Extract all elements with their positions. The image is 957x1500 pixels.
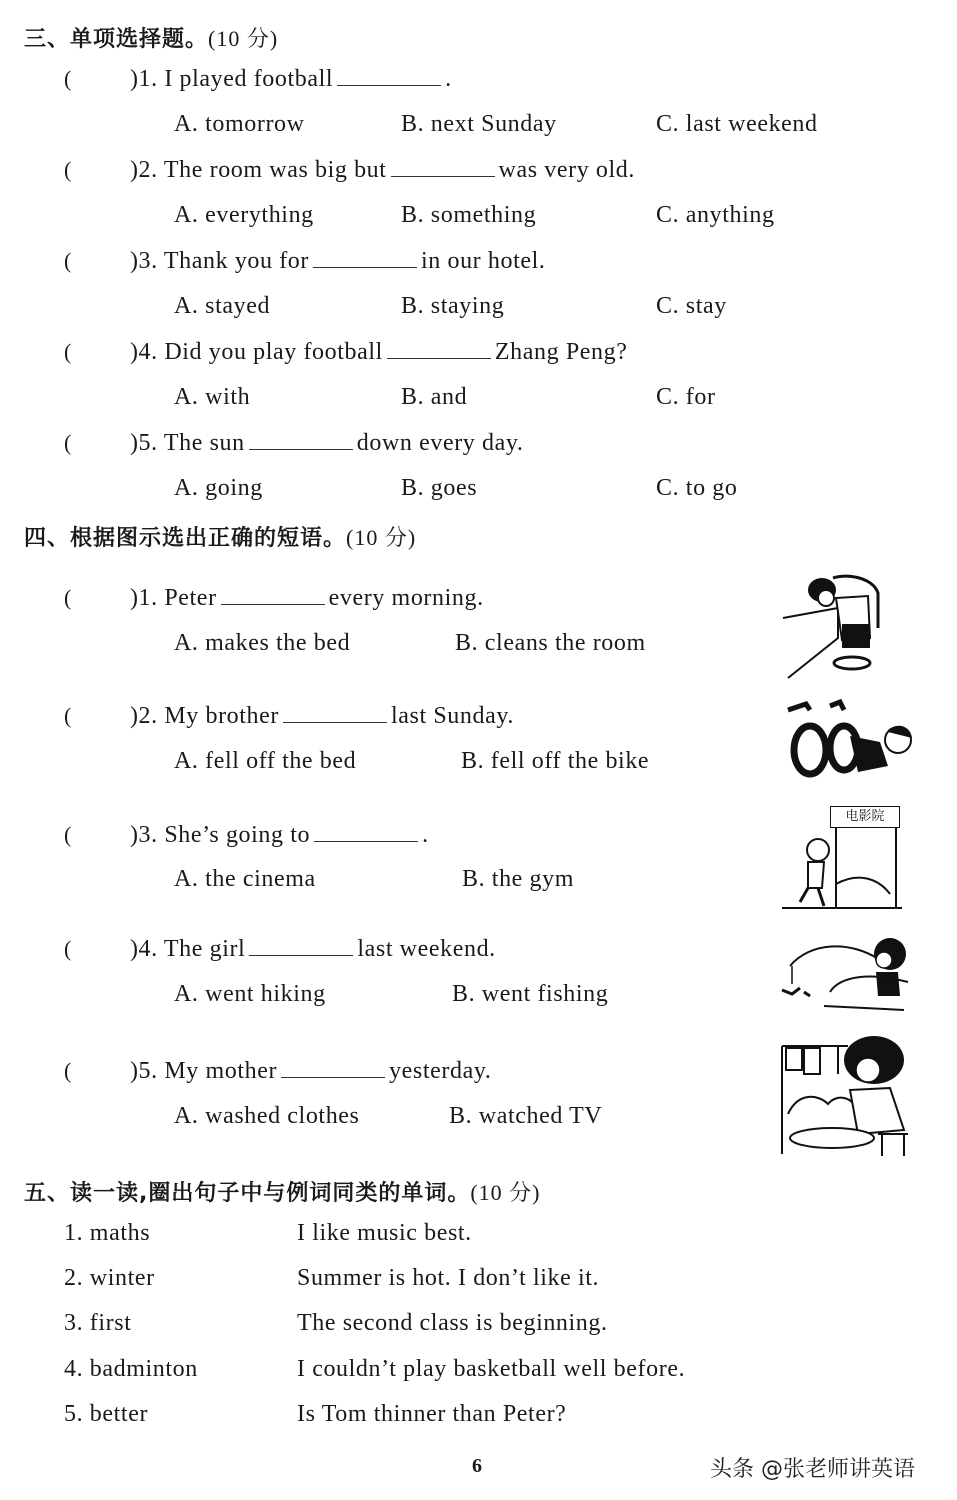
answer-paren-open: (	[64, 339, 72, 364]
s4-q1-option-b: B. cleans the room	[455, 630, 646, 656]
answer-paren-open: (	[64, 1058, 72, 1083]
s5-item-5-sentence[interactable]: Is Tom thinner than Peter?	[297, 1401, 567, 1427]
s3-q5-option-c: C. to go	[656, 475, 738, 501]
s3-q2-option-b: B. something	[401, 202, 537, 228]
answer-paren-open: (	[64, 430, 72, 455]
s4-question-2	[64, 703, 514, 730]
question-number: )4.	[129, 339, 158, 365]
question-text-post: last weekend.	[357, 936, 496, 962]
question-number: )3.	[129, 248, 158, 274]
s3-q3-option-a: A. stayed	[174, 293, 271, 319]
question-text-post: down every day.	[356, 430, 524, 456]
question-number: )2.	[129, 157, 158, 183]
cinema-sign: 电影院	[830, 806, 900, 828]
s4-question-3	[64, 822, 429, 849]
s3-q5-option-b: B. goes	[401, 475, 478, 501]
s4-q3-option-b: B. the gym	[462, 866, 574, 892]
question-text-post: was very old.	[498, 157, 635, 183]
girl-fishing-picture	[780, 932, 912, 1012]
question-text-pre: Did you play football	[164, 339, 383, 365]
s5-item-4-word: 4. badminton	[64, 1356, 198, 1382]
answer-paren-open: (	[64, 248, 72, 273]
s3-q2-option-a: A. everything	[174, 202, 314, 228]
s5-item-1-sentence[interactable]: I like music best.	[297, 1220, 472, 1246]
s3-question-4	[64, 339, 628, 366]
answer-paren-open: (	[64, 157, 72, 182]
section3-title: 三、单项选择题。	[24, 27, 209, 52]
question-number: )1.	[129, 66, 158, 92]
section5-title: 五、读一读,圈出句子中与例词同类的单词。	[24, 1181, 471, 1206]
question-text-post: .	[422, 822, 429, 848]
question-text-post: last Sunday.	[391, 703, 514, 729]
s4-q4-option-b: B. went fishing	[452, 981, 609, 1007]
question-text-post: Zhang Peng?	[494, 339, 628, 365]
section4-title: 四、根据图示选出正确的短语。	[24, 526, 347, 551]
s4-q2-option-a: A. fell off the bed	[174, 748, 357, 774]
answer-paren-open: (	[64, 936, 72, 961]
s3-q3-option-b: B. staying	[401, 293, 505, 319]
s3-question-5	[64, 430, 524, 457]
fill-blank[interactable]	[387, 340, 491, 359]
question-number: )2.	[129, 703, 158, 729]
s4-question-1	[64, 585, 484, 612]
s5-item-2-sentence[interactable]: Summer is hot. I don’t like it.	[297, 1265, 600, 1291]
fill-blank[interactable]	[249, 937, 353, 956]
s3-q4-option-a: A. with	[174, 384, 251, 410]
question-number: )3.	[129, 822, 158, 848]
question-text-pre: Thank you for	[163, 248, 310, 274]
s3-q4-option-b: B. and	[401, 384, 468, 410]
s5-item-5-word: 5. better	[64, 1401, 149, 1427]
question-text-pre: My mother	[164, 1058, 278, 1084]
question-text-pre: The sun	[163, 430, 245, 456]
question-text-post: in our hotel.	[421, 248, 546, 274]
section5-heading	[24, 1176, 541, 1207]
fill-blank[interactable]	[313, 249, 417, 268]
answer-paren-open: (	[64, 66, 72, 91]
question-number: )4.	[129, 936, 158, 962]
section5-score: (10 分)	[470, 1180, 541, 1205]
section4-score: (10 分)	[346, 525, 417, 550]
question-text-pre: My brother	[164, 703, 279, 729]
question-text-pre: Peter	[164, 585, 217, 611]
s3-q1-option-b: B. next Sunday	[401, 111, 557, 137]
s4-q2-option-b: B. fell off the bike	[461, 748, 650, 774]
answer-paren-open: (	[64, 585, 72, 610]
answer-paren-open: (	[64, 822, 72, 847]
boy-fell-off-bike-picture	[780, 696, 916, 782]
question-text-pre: I played football	[164, 66, 334, 92]
s4-q5-option-a: A. washed clothes	[174, 1103, 360, 1129]
s4-q4-option-a: A. went hiking	[174, 981, 326, 1007]
s3-q5-option-a: A. going	[174, 475, 263, 501]
page-number: 6	[472, 1455, 482, 1477]
mother-washing-clothes-picture	[778, 1034, 912, 1158]
s5-item-2-word: 2. winter	[64, 1265, 155, 1291]
s3-q3-option-c: C. stay	[656, 293, 727, 319]
fill-blank[interactable]	[337, 67, 441, 86]
s4-question-5	[64, 1058, 491, 1085]
girl-at-cinema-picture	[778, 804, 904, 912]
s4-q1-option-a: A. makes the bed	[174, 630, 351, 656]
question-number: )1.	[129, 585, 158, 611]
s3-question-1	[64, 66, 452, 93]
section4-heading	[24, 521, 416, 552]
question-text-post: yesterday.	[389, 1058, 492, 1084]
section3-score: (10 分)	[208, 26, 279, 51]
fill-blank[interactable]	[249, 431, 353, 450]
question-text-pre: She’s going to	[164, 822, 311, 848]
fill-blank[interactable]	[391, 158, 495, 177]
s3-question-2	[64, 157, 635, 184]
question-number: )5.	[129, 1058, 158, 1084]
s4-q3-option-a: A. the cinema	[174, 866, 316, 892]
watermark: 头条 @张老师讲英语	[710, 1457, 915, 1482]
section3-heading	[24, 22, 278, 53]
s4-question-4	[64, 936, 496, 963]
question-number: )5.	[129, 430, 158, 456]
s3-q4-option-c: C. for	[656, 384, 716, 410]
fill-blank[interactable]	[281, 1059, 385, 1078]
fill-blank[interactable]	[221, 586, 325, 605]
question-text-pre: The girl	[163, 936, 246, 962]
s5-item-1-word: 1. maths	[64, 1220, 151, 1246]
question-text-pre: The room was big but	[163, 157, 387, 183]
question-text-post: .	[445, 66, 452, 92]
boy-making-bed-picture	[778, 568, 888, 680]
s3-q1-option-a: A. tomorrow	[174, 111, 305, 137]
fill-blank[interactable]	[283, 704, 387, 723]
s4-q5-option-b: B. watched TV	[449, 1103, 603, 1129]
answer-paren-open: (	[64, 703, 72, 728]
question-text-post: every morning.	[328, 585, 484, 611]
fill-blank[interactable]	[314, 823, 418, 842]
s5-item-3-word: 3. first	[64, 1310, 132, 1336]
s3-q2-option-c: C. anything	[656, 202, 775, 228]
s3-question-3	[64, 248, 545, 275]
s5-item-4-sentence[interactable]: I couldn’t play basketball well before.	[297, 1356, 686, 1382]
s5-item-3-sentence[interactable]: The second class is beginning.	[297, 1310, 608, 1336]
s3-q1-option-c: C. last weekend	[656, 111, 818, 137]
